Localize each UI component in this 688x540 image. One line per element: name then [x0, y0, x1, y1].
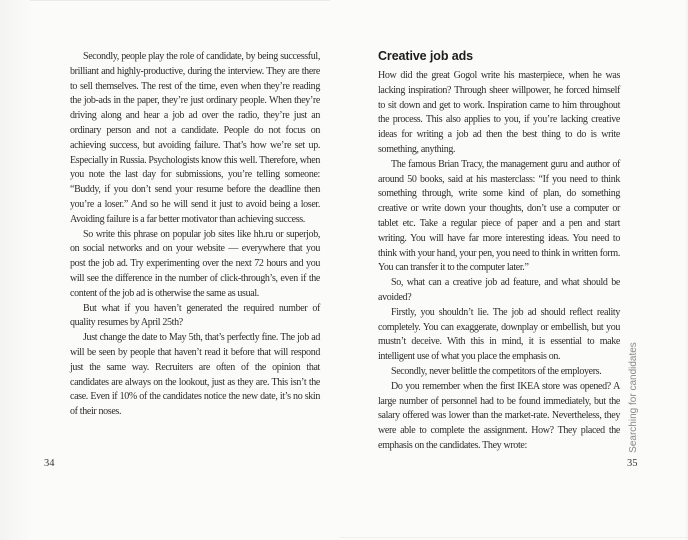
bottom-page-edge-line — [340, 537, 688, 538]
section-heading: Creative job ads — [378, 49, 473, 63]
paragraph: The famous Brian Tracy, the management guru and author of around 50 books, said at his masterclass: “If you need to think something through, write some kind of plan, do something creative or write down your thoughts, don’t use a computer or tablet etc. Take a regular piece of paper and a pen and start writing. You will have far more interesting ideas. You need to think with your hand, your pen, you need to think in written form. You can transfer it to the computer later.” — [378, 158, 620, 274]
paragraph: How did the great Gogol write his masterpiece, when he was lacking inspiration? Through sheer willpower, he forced himself to sit down and get to work. Inspiration came to him throughout the process. This also applies to you, if you’re lacking creative ideas for writing a job ad then the best thing to do is write something, anything. — [378, 70, 620, 155]
top-page-edge-line — [30, 0, 330, 1]
right-page-body-text — [378, 69, 620, 454]
paragraph: Just change the date to May 5th, that’s perfectly fine. The job ad will be seen by people that haven’t read it before that will respond just the same way. Recruiters are often of the opinion that candidates are always on the lookout, just as they are. This isn’t the case. Even if 10% of the candidates notice the new date, it’s no skin of their noses. — [70, 332, 320, 418]
paragraph: Secondly, never belittle the competitors of the employers. — [391, 365, 602, 377]
paragraph: Do you remember when the first IKEA store was opened? A large number of personnel had to be found immediately, but the salary offered was lower than the market-rate. Nevertheless, they were able to complete the assignment. How? They placed the emphasis on the candidates. They wrote: — [378, 380, 620, 451]
right-page-number: 35 — [627, 458, 638, 469]
left-page-number: 34 — [44, 458, 55, 469]
paragraph: Secondly, people play the role of candidate, by being successful, brilliant and highly-productive, during the interview. They are there to sell themselves. The rest of the time, even when they’re reading the job-ads in the paper, they’re just ordinary people. When they’re driving along and hear a job ad over the radio, they’re just an ordinary person and not a candidate. People do not focus on achieving success, but avoiding failure. That’s how we’re set up. Especially in Russia. Psychologists know this well. Therefore, when you note the last day for submissions, you’re telling someone: “Buddy, if you don’t send your resume before the deadline then you’re a loser.” And so he will send it just to avoid being a loser. Avoiding failure is a far better motivator than achieving success. — [70, 51, 320, 225]
left-page-edge-shadow — [0, 0, 38, 540]
paragraph: Firstly, you shouldn’t lie. The job ad should reflect reality completely. You can exaggerate, downplay or embellish, but you mustn’t deceive. With this in mind, it is essential to make intelligent use of what you place the emphasis on. — [378, 306, 620, 363]
paragraph: So, what can a creative job ad feature, and what should be avoided? — [378, 277, 620, 303]
paragraph: So write this phrase on popular job sites like hh.ru or superjob, on social networks and on your website — everywhere that you post the job ad. Try experimenting over the next 72 hours and you will see the difference in the number of click-through’s, even if the content of the job ad is otherwise the same as usual. — [70, 228, 320, 299]
paragraph: But what if you haven’t generated the required number of quality resumes by April 25th? — [70, 302, 320, 329]
left-page-body-text — [70, 50, 320, 420]
chapter-side-tab: Searching for candidates — [628, 342, 639, 453]
